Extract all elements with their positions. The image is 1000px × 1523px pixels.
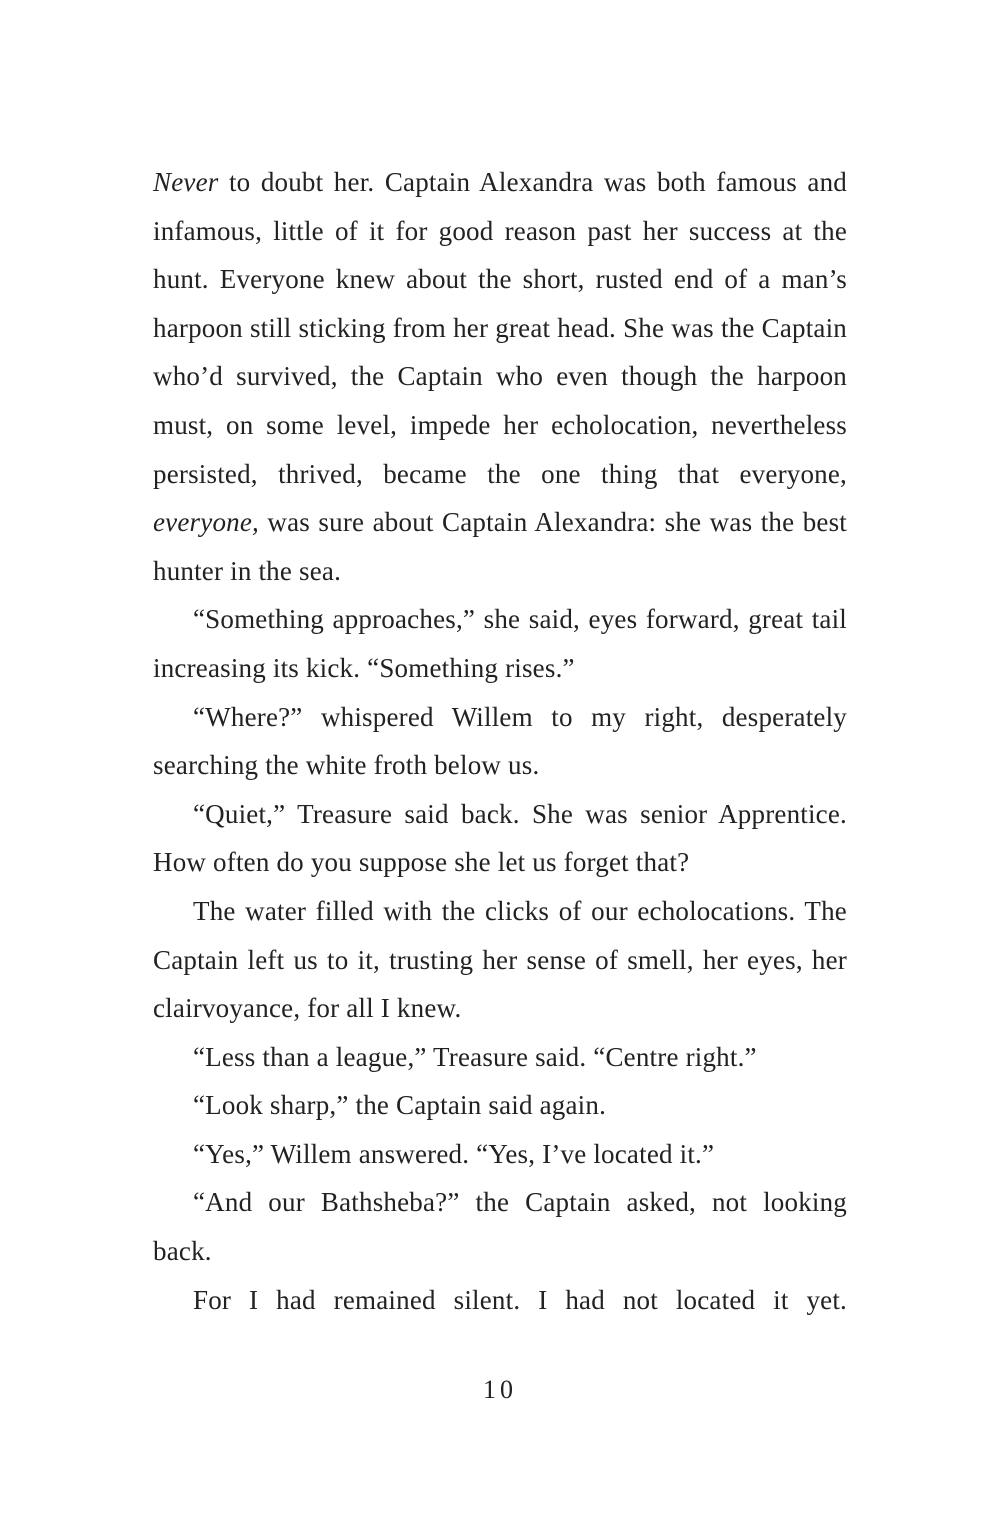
paragraph-1-text-end: was sure about Captain Alexandra: she was the best hunter in the sea. xyxy=(153,507,847,586)
paragraph-4: “Quiet,” Treasure said back. She was senior Apprentice. How often do you suppose she let us forget that? xyxy=(153,798,847,878)
paragraph-6: “Less than a league,” Treasure said. “Centre right.” xyxy=(193,1041,757,1072)
paragraph-1-text: to doubt her. Captain Alexandra was both famous and infamous, little of it for good reason past her success at the hunt. Everyone knew about the short, rusted end of a man’s harpoon still sticking from her great head. She was the Captain who’d survived, the Captain who even though the harpoon must, on some level, impede her echolocation, nevertheless persisted, thrived, became the one thing that everyone, xyxy=(153,167,847,489)
body-text xyxy=(153,158,847,1324)
paragraph-8: “Yes,” Willem answered. “Yes, I’ve located it.” xyxy=(193,1138,715,1169)
paragraph-9: “And our Bathsheba?” the Captain asked, not looking back. xyxy=(153,1187,847,1267)
paragraph-7: “Look sharp,” the Captain said again. xyxy=(193,1090,607,1121)
paragraph-10: For I had remained silent. I had not located it yet. xyxy=(193,1284,847,1315)
italic-lead-word: Never xyxy=(153,167,219,197)
paragraph-2: “Something approaches,” she said, eyes forward, great tail increasing its kick. “Something rises.” xyxy=(153,604,847,683)
page-number: 10 xyxy=(483,1375,517,1404)
paragraph-5: The water filled with the clicks of our echolocations. The Captain left us to it, trusting her sense of smell, her eyes, her clairvoyance, for all I knew. xyxy=(153,895,847,1024)
paragraph-3: “Where?” whispered Willem to my right, desperately searching the white froth below us. xyxy=(153,701,847,781)
paragraph-1 xyxy=(153,158,847,595)
italic-emphasis-word: everyone, xyxy=(153,507,259,538)
